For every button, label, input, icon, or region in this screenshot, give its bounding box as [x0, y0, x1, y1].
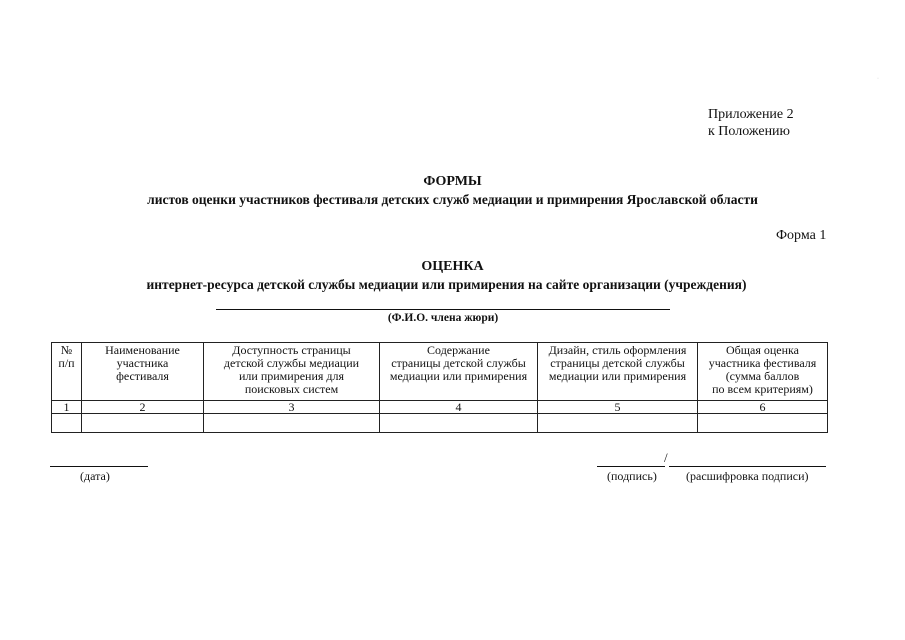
forms-subtitle: листов оценки участников фестиваля детских служб медиации и примирения Ярославской области	[147, 192, 758, 207]
date-line	[50, 466, 148, 467]
table-cell	[698, 414, 828, 433]
header-label: Доступность страницы детской службы медиации или примирения для поисковых систем	[223, 343, 360, 396]
signature-decoding-label: (расшифровка подписи)	[686, 469, 809, 483]
table-cell	[82, 414, 204, 433]
table-column-number-row	[52, 401, 828, 414]
margin-mark: ·	[877, 76, 879, 82]
header-label: Наименование участника фестиваля	[105, 343, 180, 383]
appendix-reference	[708, 106, 794, 140]
table-header-row	[52, 343, 828, 401]
signature-label: (подпись)	[607, 469, 657, 483]
signature-decoding-line	[669, 466, 826, 467]
table-row	[52, 414, 828, 433]
header-cell-content	[380, 343, 538, 401]
column-number: 1	[52, 401, 82, 414]
header-cell-accessibility	[204, 343, 380, 401]
appendix-regulation: к Положению	[708, 124, 791, 139]
column-number: 4	[380, 401, 538, 414]
header-cell-participant	[82, 343, 204, 401]
date-label: (дата)	[80, 469, 110, 483]
header-label: № п/п	[58, 343, 75, 370]
header-cell-total	[698, 343, 828, 401]
table-cell	[204, 414, 380, 433]
table-cell	[52, 414, 82, 433]
signature-line	[597, 466, 665, 467]
header-label: Дизайн, стиль оформления страницы детской службы медиации или примирения	[548, 343, 687, 383]
jury-name-caption: (Ф.И.О. члена жюри)	[387, 312, 499, 324]
header-cell-number	[52, 343, 82, 401]
jury-name-line	[216, 309, 670, 310]
header-label: Общая оценка участника фестиваля (сумма баллов по всем критериям)	[708, 343, 817, 396]
form-number-label: Форма 1	[776, 228, 827, 243]
signature-separator: /	[664, 450, 668, 465]
evaluation-table	[51, 342, 828, 433]
evaluation-subtitle: интернет-ресурса детской службы медиации или примирения на сайте организации (учреждения)	[146, 277, 747, 292]
table-cell	[380, 414, 538, 433]
forms-title: ФОРМЫ	[423, 174, 482, 189]
table-cell	[538, 414, 698, 433]
column-number: 5	[538, 401, 698, 414]
header-label: Содержание страницы детской службы медиации или примирения	[389, 343, 528, 383]
appendix-number: Приложение 2	[708, 107, 794, 122]
column-number: 6	[698, 401, 828, 414]
column-number: 3	[204, 401, 380, 414]
header-cell-design	[538, 343, 698, 401]
evaluation-title: ОЦЕНКА	[421, 259, 484, 274]
column-number: 2	[82, 401, 204, 414]
